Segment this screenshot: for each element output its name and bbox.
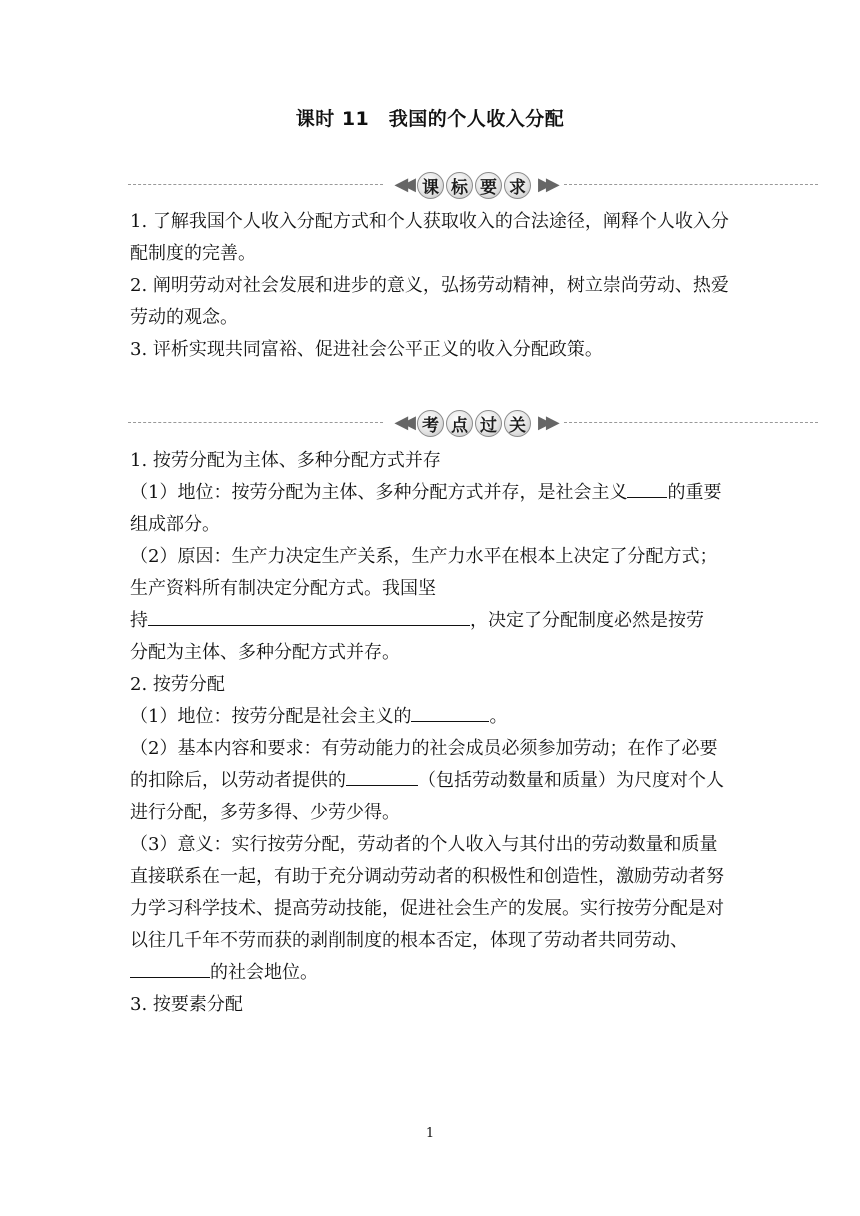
dashed-line-left <box>128 422 383 423</box>
badge-char: 考 <box>417 410 444 437</box>
heading-3: 3. 按要素分配 <box>130 994 243 1015</box>
fill-blank[interactable] <box>148 605 470 626</box>
badge-char: 要 <box>475 172 502 199</box>
fill-blank[interactable] <box>411 701 489 722</box>
section-divider-standards <box>128 171 818 199</box>
paragraph-1-2-cont: 持 ，决定了分配制度必然是按劳 <box>130 605 730 637</box>
double-chevron-right-icon: ▶▶ <box>538 174 554 195</box>
double-chevron-left-icon: ◀◀ <box>394 174 410 195</box>
list-item: 2. 阐明劳动对社会发展和进步的意义，弘扬劳动精神，树立崇尚劳动、热爱劳动的观念。 <box>130 275 729 328</box>
badge-char: 点 <box>446 410 473 437</box>
list-item: 1. 了解我国个人收入分配方式和个人获取收入的合法途径，阐释个人收入分配制度的完善。 <box>130 211 729 264</box>
dashed-line-left <box>128 184 383 185</box>
badge-char: 课 <box>417 172 444 199</box>
section-badge <box>386 409 562 437</box>
fill-blank[interactable] <box>627 477 667 498</box>
heading-2: 2. 按劳分配 <box>130 674 225 695</box>
dashed-line-right <box>564 184 818 185</box>
section-badge <box>386 171 562 199</box>
badge-char: 标 <box>446 172 473 199</box>
paragraph-1-2-end: 分配为主体、多种分配方式并存。 <box>130 642 400 663</box>
page-number: 1 <box>425 1126 435 1141</box>
paragraph-2-1: （1）地位：按劳分配是社会主义的 。 <box>130 701 730 733</box>
paragraph-1-1: （1）地位：按劳分配为主体、多种分配方式并存，是社会主义 的重要组成部分。 <box>130 477 730 541</box>
badge-char: 求 <box>504 172 531 199</box>
badge-char: 关 <box>504 410 531 437</box>
badge-char: 过 <box>475 410 502 437</box>
double-chevron-left-icon: ◀◀ <box>394 412 410 433</box>
paragraph-2-3: （3）意义：实行按劳分配，劳动者的个人收入与其付出的劳动数量和质量直接联系在一起，有助于充分调动劳动者的积极性和创造性，激励劳动者努力学习科学技术、提高劳动技能，促进社会生产的发展。实行按劳分配是对以往几千年不劳而获的剥削制度的根本否定，体现了劳动者共同劳动、的社会地位。 <box>130 834 724 983</box>
heading-1: 1. 按劳分配为主体、多种分配方式并存 <box>130 450 441 471</box>
section-divider-exam-points <box>128 409 818 437</box>
paragraph-1-2: （2）原因：生产力决定生产关系，生产力水平在根本上决定了分配方式；生产资料所有制决定分配方式。我国坚 <box>130 546 718 599</box>
list-item: 3. 评析实现共同富裕、促进社会公平正义的收入分配政策。 <box>130 339 603 360</box>
exam-points-body <box>130 445 730 1021</box>
page-title: 课时 11 我国的个人收入分配 <box>295 108 565 130</box>
paragraph-2-2: （2）基本内容和要求：有劳动能力的社会成员必须参加劳动；在作了必要的扣除后，以劳动者提供的 （包括劳动数量和质量）为尺度对个人进行分配，多劳多得、少劳少得。 <box>130 738 724 823</box>
dashed-line-right <box>564 422 818 423</box>
fill-blank[interactable] <box>130 957 210 978</box>
standards-list <box>130 206 730 366</box>
fill-blank[interactable] <box>346 765 418 786</box>
double-chevron-right-icon: ▶▶ <box>538 412 554 433</box>
